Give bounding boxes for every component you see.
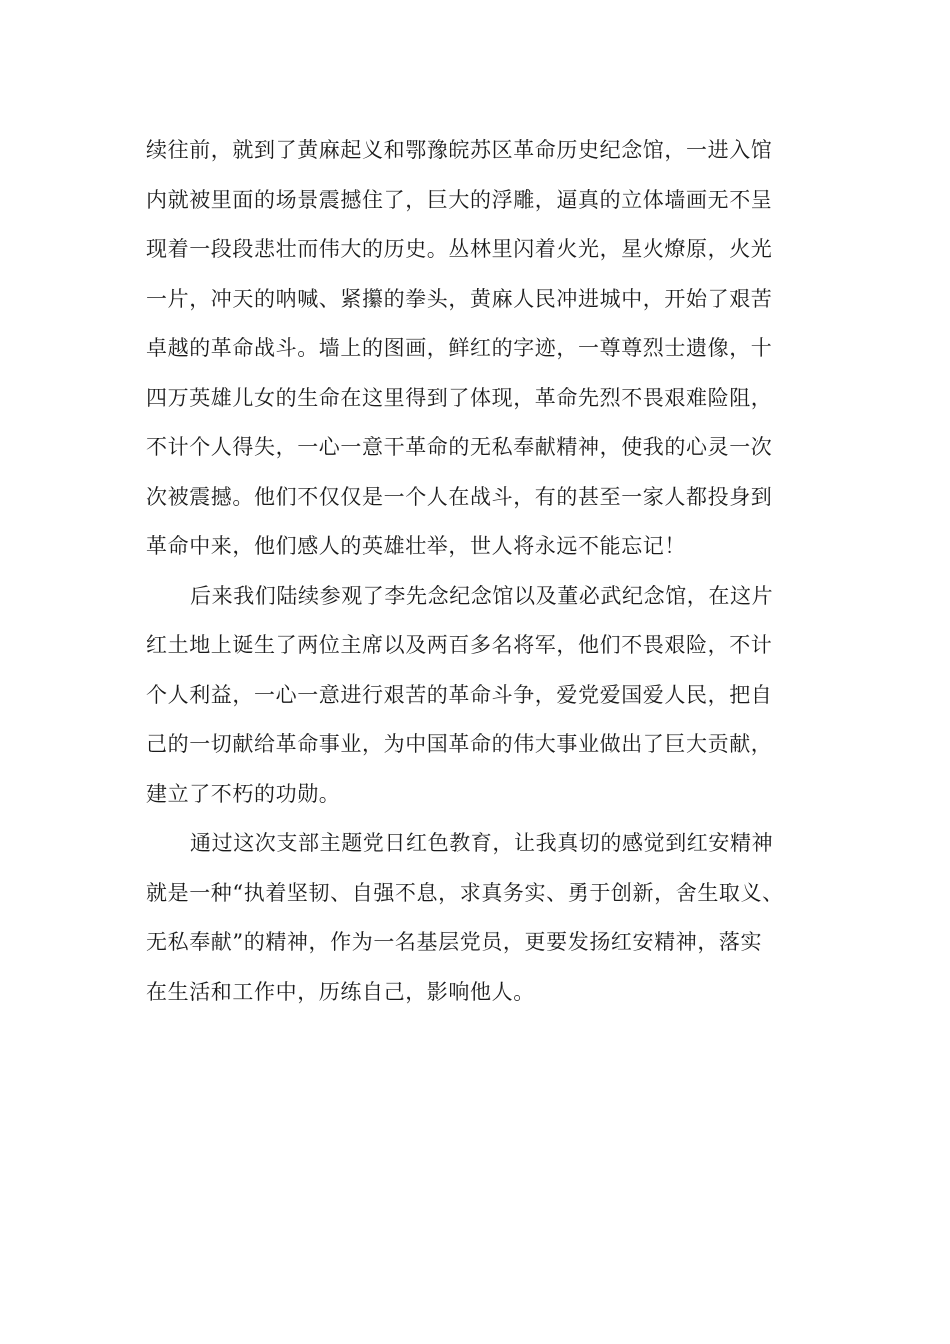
paragraph-1: [146, 128, 826, 574]
text-line: 现着一段段悲壮而伟大的历史。丛林里闪着火光，星火燎原，火光: [146, 237, 773, 261]
text-line: 后来我们陆续参观了李先念纪念馆以及董必武纪念馆，在这片: [190, 583, 774, 608]
text-line: 一片，冲天的呐喊、紧攥的拳头，黄麻人民冲进城中，开始了艰苦: [146, 286, 773, 311]
text-line: 续往前，就到了黄麻起义和鄂豫皖苏区革命历史纪念馆，一进入馆: [146, 138, 773, 162]
text-line: 建立了不朽的功勋。: [146, 781, 341, 806]
paragraph-2: [146, 574, 826, 822]
text-line: 通过这次支部主题党日红色教育，让我真切的感觉到红安精神: [190, 831, 774, 855]
paragraph-3: [146, 821, 826, 1019]
text-line: 卓越的革命战斗。墙上的图画，鲜红的字迹，一尊尊烈士遗像，十: [146, 336, 773, 360]
text-line: 内就被里面的场景震撼住了，巨大的浮雕，逼真的立体墙画无不呈: [146, 187, 773, 212]
text-line: 次被震撼。他们不仅仅是一个人在战斗，有的甚至一家人都投身到: [146, 484, 773, 509]
document-body: [146, 128, 826, 1019]
text-line: 在生活和工作中，历练自己，影响他人。: [146, 979, 535, 1004]
text-line: 个人利益，一心一意进行艰苦的革命斗争，爱党爱国爱人民，把自: [146, 682, 773, 707]
text-line: 红土地上诞生了两位主席以及两百多名将军，他们不畏艰险，不计: [146, 633, 773, 657]
text-line: 就是一种“执着坚韧、自强不息，求真务实、勇于创新，舍生取义、: [146, 880, 784, 905]
text-line: 己的一切献给革命事业，为中国革命的伟大事业做出了巨大贡献，: [146, 732, 773, 756]
text-line: 无私奉献”的精神，作为一名基层党员，更要发扬红安精神，落实: [146, 930, 763, 954]
text-line: 不计个人得失，一心一意干革命的无私奉献精神，使我的心灵一次: [146, 435, 773, 459]
text-line: 革命中来，他们感人的英雄壮举，世人将永远不能忘记！: [146, 534, 686, 558]
text-line: 四万英雄儿女的生命在这里得到了体现，革命先烈不畏艰难险阻，: [146, 385, 773, 410]
